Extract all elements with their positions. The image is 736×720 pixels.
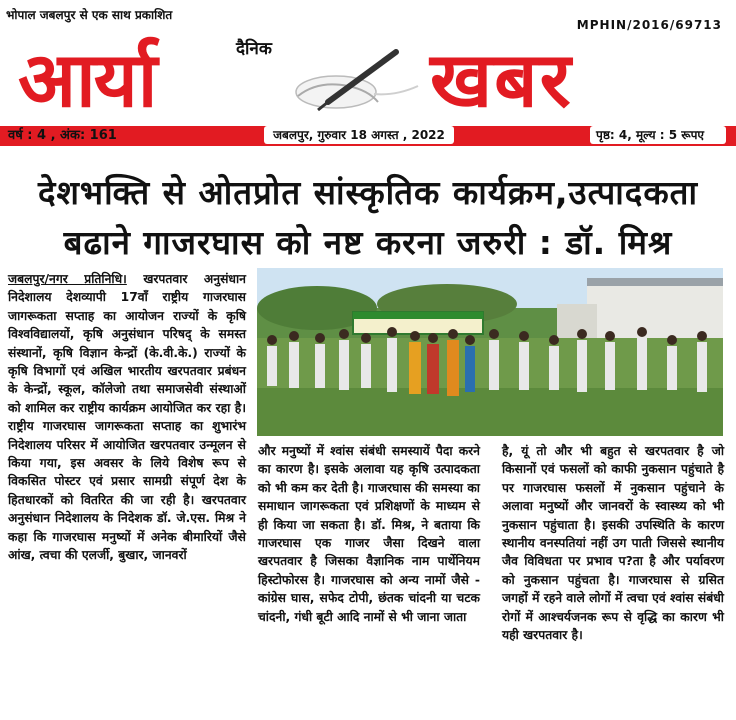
daily-label: दैनिक <box>236 39 272 59</box>
byline: जबलपुर/नगर प्रतिनिधि। <box>8 272 127 286</box>
event-photo <box>257 268 723 436</box>
masthead-tagline: भोपाल जबलपुर से एक साथ प्रकाशित <box>6 8 173 22</box>
column-1-text: खरपतवार अनुसंधान निदेशालय देशव्यापी 17वॉं राष्ट्रीय गाजरघास जागरूकता सप्ताह का आयोजन राज्यों के कृषि विश्वविद्यालयों, कृषि अनुसंधान परिषद् के समस्त संस्थानों, कृषि विज्ञान केन्द्रों (के.वी.के.) राज्यों के कृषि विभागों एवं अखिल भारतीय खरपतवार प्रबंधन के केन्द्रों, स्कूल, कॉलेजो तथा समाजसेवी संस्थाओं को शामिल कर राष्ट्रीय कार्यक्रम आयोजित कर रहा है। राष्ट्रीय गाजरघास जागरूकता सप्ताह का शुभारंभ निदेशालय परिसर में आयोजित खरपतवार उन्मूलन से किया गया, इस अवसर के लिये विशेष रूप से विकसित पोस्टर एवं प्रसार सामग्री संपूर्ण देश के हितधारकों को वितरित की जा रही है। खरपतवार अनुसंधान निदेशालय के निदेशक डॉ. जे.एस. मिश्र ने कहा कि गाजरघास मनुष्यों में अनेक बीमारियों जैसे आंख, त्वचा की एलर्जी, बुखार, जानवरों <box>8 272 247 563</box>
registration-number: MPHIN/2016/69713 <box>576 18 722 32</box>
newspaper-title-right: खबर <box>430 35 573 124</box>
volume-issue: वर्ष : 4 , अंक: 161 <box>8 128 117 143</box>
pages-price: पृष्ठ: 4, मूल्य : 5 रूपए <box>590 126 726 144</box>
article-column-3: है, यूं तो और भी बहुत से खरपतवार है जो किसानों एवं फसलों को काफी नुकसान पहुंचाते है पर गाजरघास फसलों में नुकसान पहुंचाने के अलावा मनुष्यों और जानवरों के स्वास्थ्य को भी नुकसान पहुंचाता है। इसकी उपस्थिति के कारण स्थानीय वनस्पतियां नहीं उग पाती जिससे स्थानीय जैव विविधता पर प्रभाव प?ता है और पर्यावरण को नुकसान पहुंचता है। गाजरघास से ग्रसित जगहों में रहने वाले लोगों में त्वचा एवं श्वांस संबंधी रोगों में आश्चर्यजनक रूप से वृद्धि का कारण भी यही खरपतवार है। <box>502 444 724 643</box>
article-column-2: और मनुष्यों में श्वांस संबंधी समस्यायें पैदा करने का कारण है। इसके अलावा यह कृषि उत्पादकता को भी कम कर देती है। गाजरघास की समस्या का समाधान जागरूकता एवं प्रशिक्षणों के माध्यम से ही किया जा सकता है। डॉ. मिश्र, ने बताया कि गाजरघास एक गाजर जैसा दिखने वाला खरपतवार है जिसका वैज्ञानिक नाम पार्थेनियम हिस्टोफोरस है। गाजरघास को अन्य नामों जैसे - कांग्रेस घास, सफेद टोपी, छंतक चांदनी या चटक चांदनी, गंधी बूटी आदि नामों से भी जाना जाता <box>258 444 480 624</box>
newspaper-title-left: आर्या <box>18 35 156 124</box>
headline-line-2: बढाने गाजरघास को नष्ट करना जरुरी : डॉ. मिश्र <box>63 223 673 262</box>
pen-in-hand-icon <box>278 44 428 114</box>
place-date: जबलपुर, गुरुवार 18 अगस्त , 2022 <box>264 126 454 144</box>
headline-line-1: देशभक्ति से ओतप्रोत सांस्कृतिक कार्यक्रम,उत्पादकता <box>37 173 699 212</box>
article-column-1 <box>8 270 246 565</box>
